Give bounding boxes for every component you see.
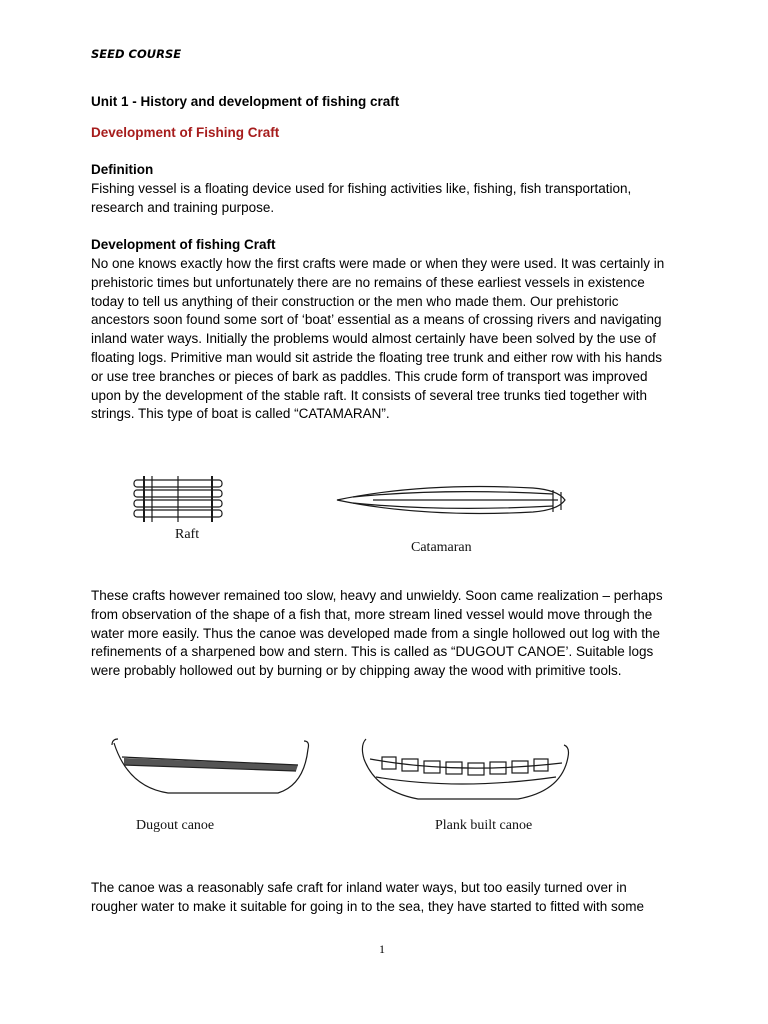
canoe-paragraph bbox=[91, 587, 691, 681]
raft-caption: Raft bbox=[175, 527, 200, 542]
paragraph-line: rougher water to make it suitable for going in to the sea, they have started to fitted with some bbox=[91, 898, 645, 914]
paragraph-line: from observation of the shape of a fish that, more stream lined vessel would move through the bbox=[91, 606, 653, 622]
development-paragraph bbox=[91, 255, 691, 424]
paragraph-line: strings. This type of boat is called “CATAMARAN”. bbox=[91, 406, 390, 422]
paragraph-line: were probably hollowed out by burning or by chipping away the wood with primitive tools. bbox=[91, 663, 622, 679]
paragraph-line: These crafts however remained too slow, heavy and unwieldy. Soon came realization – perhaps bbox=[91, 588, 663, 603]
paragraph-line: upon by the development of the stable raft. It consists of several tree trunks tied together with bbox=[91, 387, 648, 403]
dugout-canoe-caption: Dugout canoe bbox=[136, 818, 215, 833]
paragraph-line: floating logs. Primitive man would sit astride the floating tree trunk and either row with his hands bbox=[91, 349, 663, 365]
paragraph-line: or use tree branches or pieces of bark as paddles. This crude form of transport was improved bbox=[91, 368, 648, 384]
course-header: SEED COURSE bbox=[91, 47, 182, 61]
unit-title: Unit 1 - History and development of fishing craft bbox=[91, 94, 400, 109]
paragraph-line: inland water ways. Initially the problems would almost certainly have been solved by the use of bbox=[91, 331, 657, 347]
seaworthiness-paragraph bbox=[91, 879, 691, 917]
paragraph-line: water more easily. Thus the canoe was developed made from a single hollowed out log with the bbox=[91, 625, 661, 641]
paragraph-line: research and training purpose. bbox=[91, 199, 275, 215]
plank-built-canoe-illustration bbox=[358, 735, 574, 805]
raft-illustration bbox=[130, 472, 230, 530]
catamaran-illustration bbox=[333, 480, 569, 522]
dugout-canoe-illustration bbox=[108, 735, 314, 801]
paragraph-line: Fishing vessel is a floating device used for fishing activities like, fishing, fish transportation, bbox=[91, 181, 632, 196]
paragraph-line: ancestors soon found some sort of ‘boat’ essential as a means of crossing rivers and navigating bbox=[91, 312, 662, 328]
paragraph-line: The canoe was a reasonably safe craft for inland water ways, but too easily turned over in bbox=[91, 880, 627, 895]
paragraph-line: refinements of a sharpened bow and stern. This is called as “DUGOUT CANOE’. Suitable logs bbox=[91, 644, 654, 660]
plank-built-canoe-caption: Plank built canoe bbox=[435, 818, 533, 833]
development-heading: Development of fishing Craft bbox=[91, 237, 276, 252]
page-number: 1 bbox=[379, 942, 385, 956]
catamaran-caption: Catamaran bbox=[411, 540, 472, 555]
section-title: Development of Fishing Craft bbox=[91, 125, 280, 140]
definition-heading: Definition bbox=[91, 162, 154, 177]
paragraph-line: No one knows exactly how the first crafts were made or when they were used. It was certainly in bbox=[91, 256, 665, 271]
paragraph-line: today to tell us anything of their construction or the men who made them. Our prehistoric bbox=[91, 293, 619, 309]
paragraph-line: prehistoric times but unfortunately there are no remains of these earliest vessels in existence bbox=[91, 274, 645, 290]
definition-paragraph bbox=[91, 180, 691, 218]
